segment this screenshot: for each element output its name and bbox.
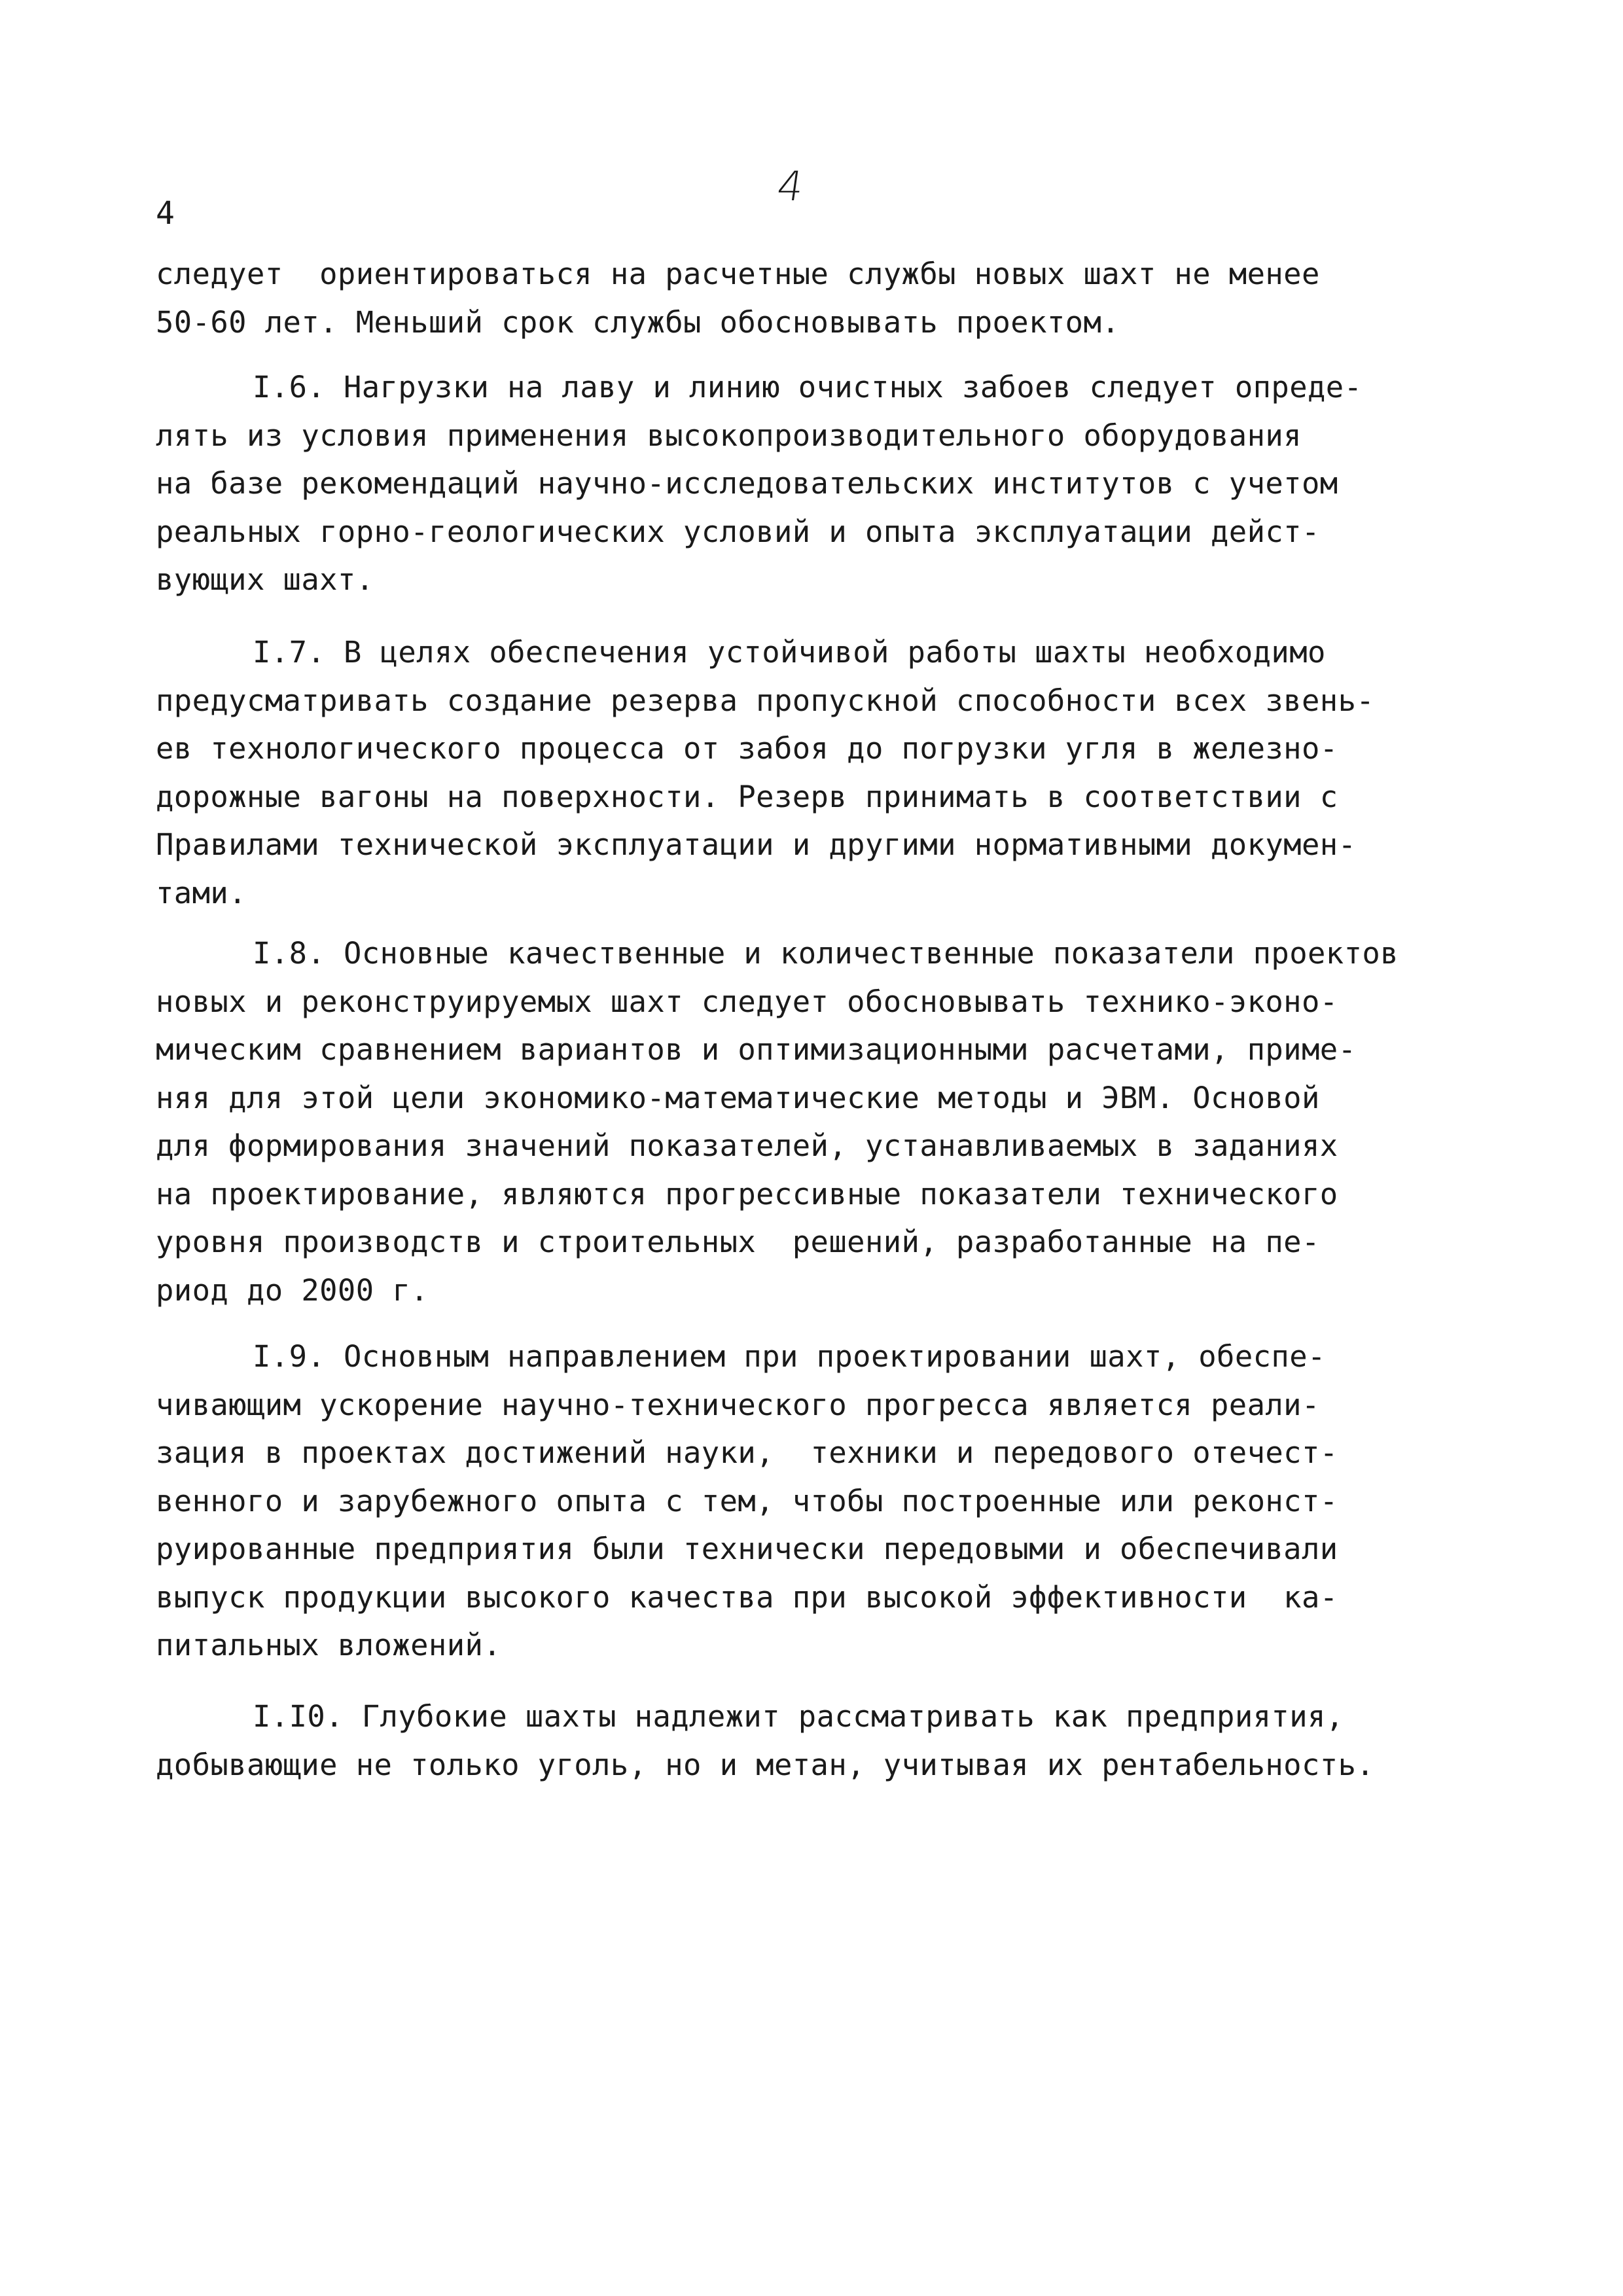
text-line: реальных горно-геологических условий и опыта эксплуатации дейст- [156,514,1320,549]
text-line: 50-60 лет. Меньший срок службы обосновывать проектом. [156,304,1120,340]
text-line: I.7. В целях обеспечения устойчивой работы шахты необходимо [253,635,1326,670]
text-line: чивающим ускорение научно-технического прогресса является реали- [156,1387,1320,1422]
text-line: дорожные вагоны на поверхности. Резерв принимать в соответствии с [156,779,1338,814]
text-line: добывающие не только уголь, но и метан, учитывая их рентабельность. [156,1747,1375,1782]
text-line: Правилами технической эксплуатации и другими нормативными докумен- [156,827,1357,862]
handwritten-page-number: 4 [774,162,807,210]
text-line: питальных вложений. [156,1628,502,1662]
text-line: новых и реконструируемых шахт следует обосновывать технико-эконо- [156,984,1338,1019]
text-line: для формирования значений показателей, устанавливаемых в заданиях [156,1128,1338,1163]
text-line: на базе рекомендаций научно-исследовательских институтов с учетом [156,466,1338,501]
text-line: следует ориентироваться на расчетные службы новых шахт не менее [156,257,1320,291]
paragraph-1-9 [156,1333,1543,1670]
text-line: лять из условия применения высокопроизводительного оборудования [156,418,1302,453]
text-line: зация в проектах достижений науки, техники и передового отечест- [156,1435,1338,1470]
text-line: риод до 2000 г. [156,1272,429,1308]
text-line: I.I0. Глубокие шахты надлежит рассматривать как предприятия, [253,1699,1344,1734]
paragraph-1-6 [156,363,1543,604]
text-line: няя для этой цели экономико-математические методы и ЭВМ. Основой [156,1080,1320,1115]
paragraph-1-10 [156,1693,1543,1789]
text-line: мическим сравнением вариантов и оптимизационными расчетами, приме- [156,1032,1357,1067]
text-line: I.6. Нагрузки на лаву и линию очистных забоев следует опреде- [253,370,1363,404]
text-line: уровня производств и строительных решений, разработанные на пе- [156,1225,1320,1259]
text-line: ев технологического процесса от забоя до погрузки угля в железно- [156,731,1338,766]
text-line: выпуск продукции высокого качества при высокой эффективности ка- [156,1579,1338,1615]
paragraph-1-8 [156,929,1543,1314]
page-number: 4 [156,195,175,232]
paragraph-1-7 [156,628,1543,917]
intro-paragraph [156,250,1543,346]
text-line: венного и зарубежного опыта с тем, чтобы построенные или реконст- [156,1483,1338,1518]
text-line: на проектирование, являются прогрессивные показатели технического [156,1176,1338,1211]
text-line: I.9. Основным направлением при проектировании шахт, обеспе- [253,1339,1326,1374]
text-line: руированные предприятия были технически передовыми и обеспечивали [156,1532,1338,1566]
text-line: вующих шахт. [156,562,374,597]
text-line: тами. [156,875,247,910]
text-line: I.8. Основные качественные и количественные показатели проектов [253,936,1399,971]
text-line: предусматривать создание резерва пропускной способности всех звень- [156,683,1375,718]
